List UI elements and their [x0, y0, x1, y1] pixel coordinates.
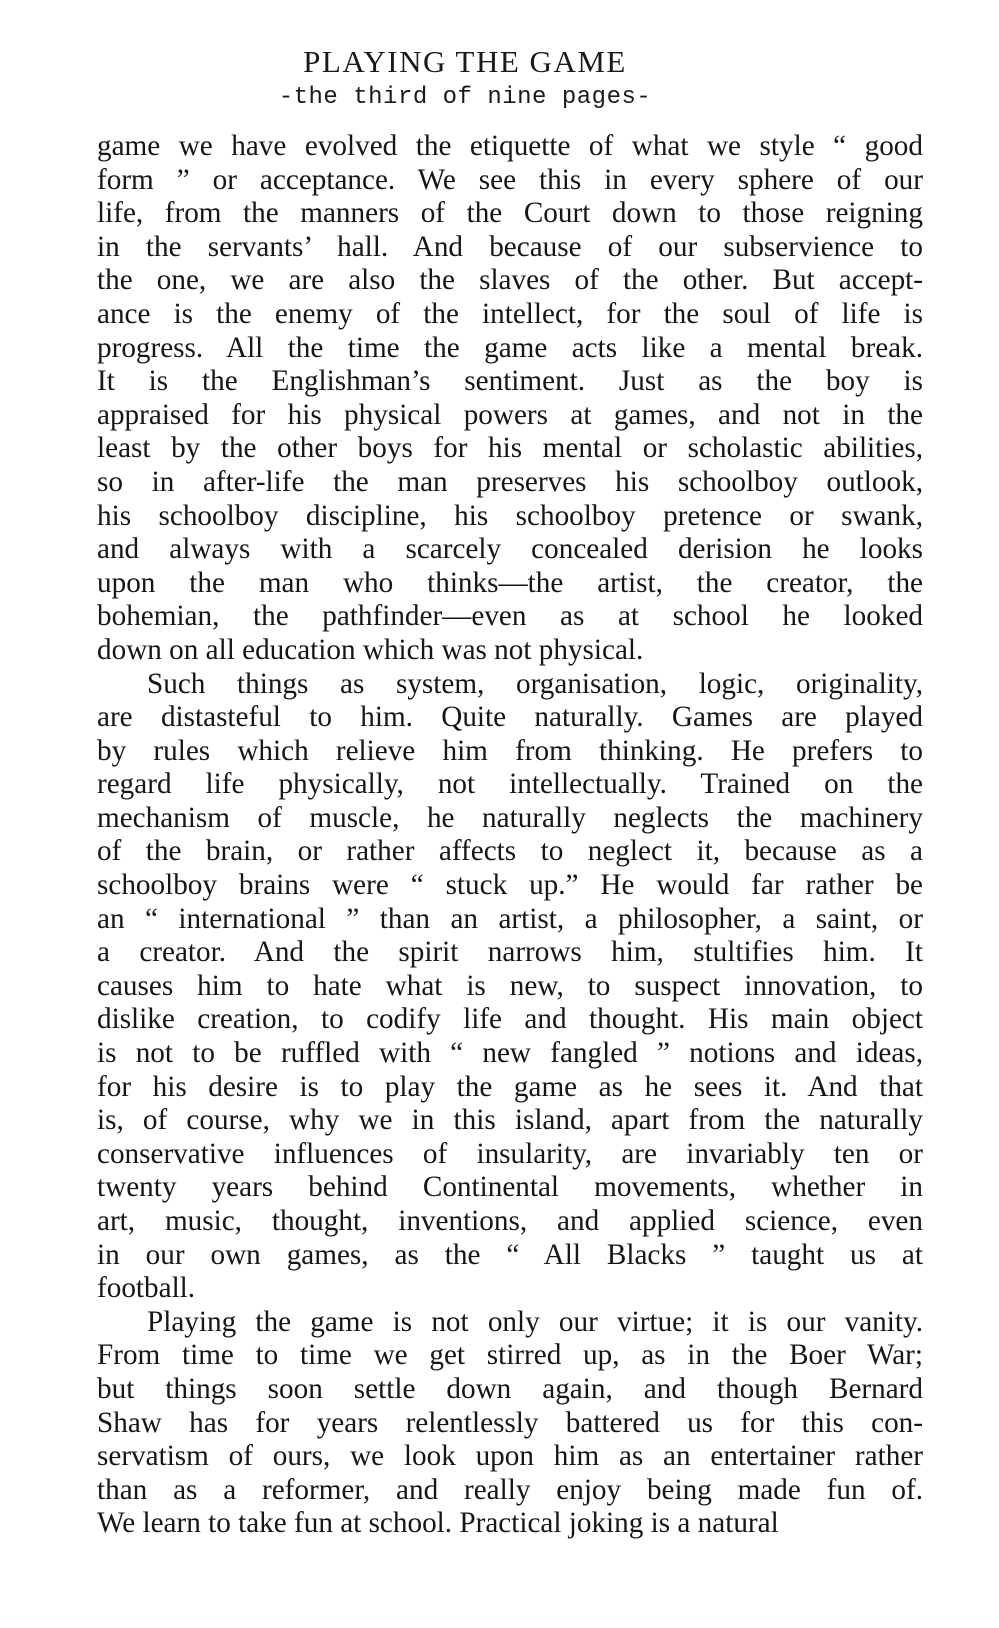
body-text — [97, 130, 923, 1541]
paragraph — [97, 668, 923, 1306]
text-line: so in after-life the man preserves his schoolboy outlook, — [97, 465, 923, 498]
text-line: upon the man who thinks—the artist, the creator, the — [97, 566, 923, 599]
text-line: but things soon settle down again, and though Bernard — [97, 1372, 923, 1405]
text-line: It is the Englishman’s sentiment. Just as the boy is — [97, 365, 923, 398]
page-subtitle: -the third of nine pages- — [278, 84, 652, 111]
text-line: schoolboy brains were “ stuck up.” He would far rather be — [97, 869, 923, 902]
text-line: an “ international ” than an artist, a philosopher, a saint, or — [97, 902, 923, 935]
text-line: twenty years behind Continental movements, whether in — [97, 1171, 923, 1204]
text-line: the one, we are also the slaves of the other. But accept- — [97, 264, 923, 297]
text-line: ance is the enemy of the intellect, for the soul of life is — [97, 297, 923, 330]
text-line: Playing the game is not only our virtue; it is our vanity. — [147, 1305, 923, 1338]
text-line: art, music, thought, inventions, and applied science, even — [97, 1205, 923, 1237]
text-line: conservative influences of insularity, are invariably ten or — [97, 1137, 923, 1170]
text-line: mechanism of muscle, he naturally neglects the machinery — [97, 801, 923, 834]
text-line: game we have evolved the etiquette of what we style “ good — [97, 130, 923, 162]
text-line: Such things as system, organisation, logic, originality, — [147, 667, 923, 700]
text-line: bohemian, the pathfinder—even as at school he looked — [97, 600, 923, 633]
text-line: life, from the manners of the Court down to those reigning — [97, 197, 923, 230]
text-line: are distasteful to him. Quite naturally. Games are played — [97, 701, 923, 734]
paragraph — [97, 130, 923, 668]
text-line: dislike creation, to codify life and thought. His main object — [97, 1003, 923, 1036]
text-line: servatism of ours, we look upon him as an entertainer rather — [97, 1440, 923, 1473]
text-line: his schoolboy discipline, his schoolboy pretence or swank, — [97, 499, 923, 532]
text-line: football. — [97, 1272, 196, 1305]
text-line: of the brain, or rather affects to neglect it, because as a — [97, 835, 923, 868]
text-line: and always with a scarcely concealed derision he looks — [97, 533, 923, 566]
text-line: in our own games, as the “ All Blacks ” taught us at — [97, 1238, 923, 1271]
text-line: causes him to hate what is new, to suspect innovation, to — [97, 969, 923, 1002]
text-line: down on all education which was not physical. — [97, 633, 644, 666]
paragraph — [97, 1306, 923, 1541]
text-line: than as a reformer, and really enjoy being made fun of. — [97, 1473, 923, 1506]
text-line: least by the other boys for his mental or scholastic abilities, — [97, 432, 923, 465]
text-line: We learn to take fun at school. Practical joking is a natural — [97, 1507, 779, 1540]
page-title: PLAYING THE GAME — [303, 44, 627, 79]
text-line: appraised for his physical powers at games, and not in the — [97, 398, 923, 431]
text-line: progress. All the time the game acts like a mental break. — [97, 331, 923, 364]
text-line: is not to be ruffled with “ new fangled ” notions and ideas, — [97, 1037, 923, 1070]
text-line: for his desire is to play the game as he sees it. And that — [97, 1070, 923, 1103]
text-line: regard life physically, not intellectually. Trained on the — [97, 768, 923, 801]
text-line: form ” or acceptance. We see this in every sphere of our — [97, 163, 923, 196]
text-line: is, of course, why we in this island, apart from the naturally — [97, 1104, 923, 1137]
text-line: Shaw has for years relentlessly battered us for this con- — [97, 1406, 923, 1439]
text-line: by rules which relieve him from thinking. He prefers to — [97, 734, 923, 767]
text-line: a creator. And the spirit narrows him, stultifies him. It — [97, 936, 923, 969]
text-line: in the servants’ hall. And because of our subservience to — [97, 230, 923, 263]
text-line: From time to time we get stirred up, as in the Boer War; — [97, 1339, 923, 1372]
